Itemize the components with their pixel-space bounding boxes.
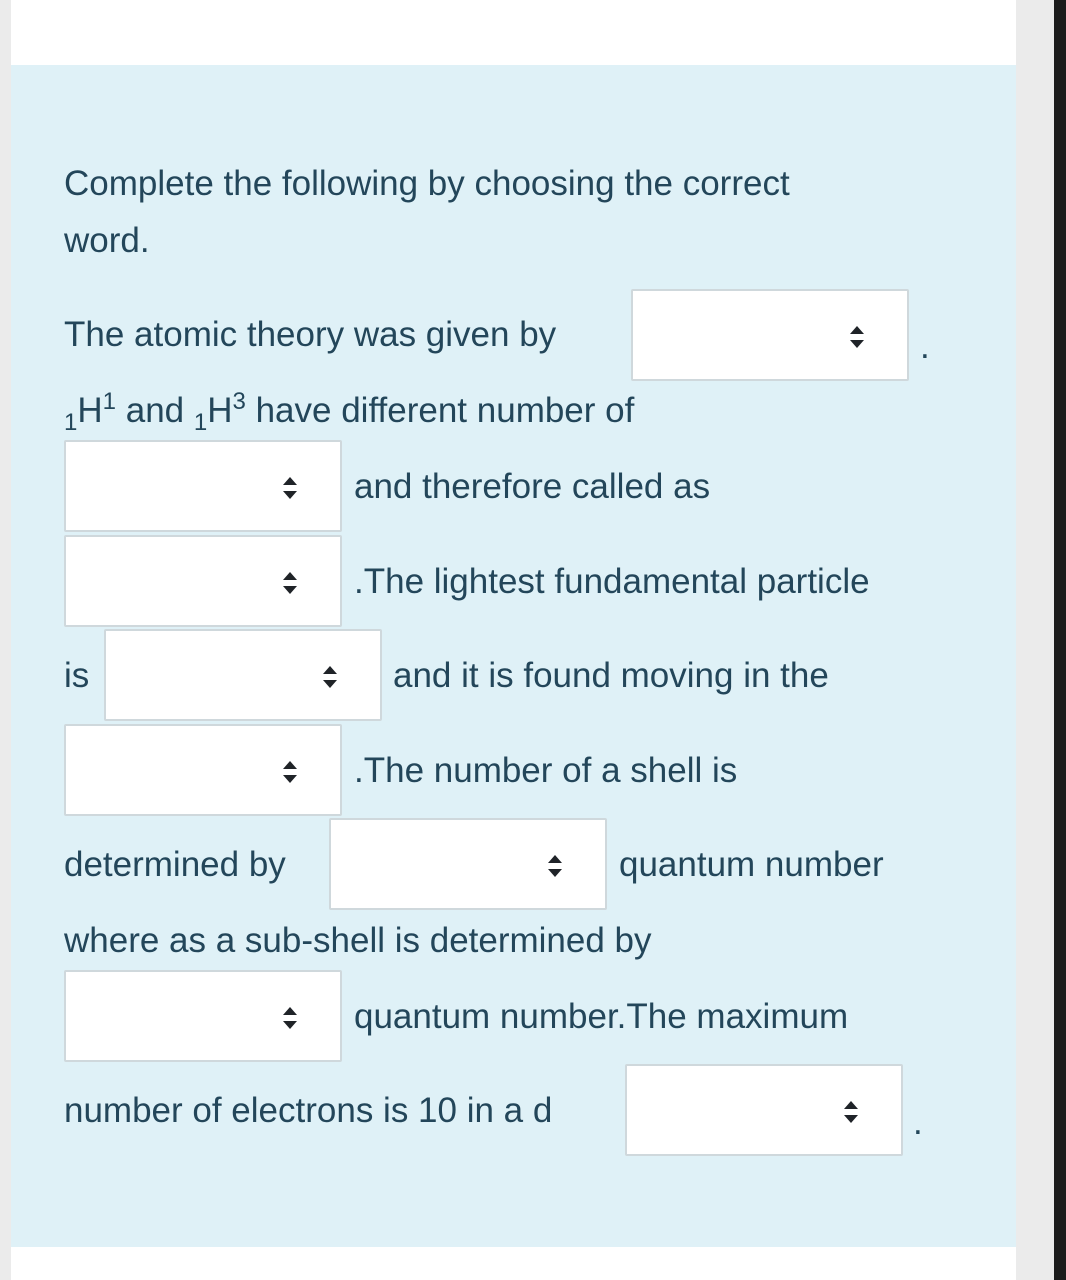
dropdown-blank-4[interactable]: [104, 629, 382, 721]
up-down-chevron-icon: [547, 850, 563, 882]
text-segment-9: quantum number: [619, 845, 884, 884]
text-segment-10: where as a sub-shell is determined by: [64, 921, 652, 960]
text-segment-11: quantum number.The maximum: [354, 997, 849, 1036]
dropdown-blank-6[interactable]: [329, 818, 607, 910]
right-gutter: [1016, 0, 1054, 1280]
text-segment-2: [64, 388, 635, 436]
up-down-chevron-icon: [282, 1002, 298, 1034]
text-segment-3: and therefore called as: [354, 467, 711, 506]
dropdown-blank-2[interactable]: [64, 440, 342, 532]
text-segment-6: and it is found moving in the: [393, 656, 829, 695]
text-segment-12: number of electrons is 10 in a d: [64, 1091, 553, 1130]
instruction-line-2: word.: [64, 221, 150, 260]
period: .: [920, 327, 930, 366]
instruction-line-1: Complete the following by choosing the correct: [64, 164, 790, 203]
text-segment-8: determined by: [64, 845, 286, 884]
text-segment-5: is: [64, 656, 90, 695]
up-down-chevron-icon: [322, 661, 338, 693]
text-segment-1: The atomic theory was given by: [64, 315, 557, 354]
text-and: and: [116, 391, 194, 430]
subscript: 1: [193, 409, 208, 436]
text-segment-4: .The lightest fundamental particle: [354, 562, 870, 601]
left-gutter: [0, 0, 11, 1280]
superscript: 1: [102, 388, 116, 415]
dropdown-blank-7[interactable]: [64, 970, 342, 1062]
screen-edge: [1054, 0, 1066, 1280]
up-down-chevron-icon: [849, 321, 865, 353]
text-segment-7: .The number of a shell is: [354, 751, 738, 790]
element-symbol: H: [77, 391, 103, 430]
element-symbol: H: [207, 391, 233, 430]
superscript: 3: [232, 388, 246, 415]
period: .: [913, 1103, 923, 1142]
subscript: 1: [64, 409, 78, 436]
dropdown-blank-5[interactable]: [64, 724, 342, 816]
up-down-chevron-icon: [843, 1096, 859, 1128]
up-down-chevron-icon: [282, 567, 298, 599]
dropdown-blank-3[interactable]: [64, 535, 342, 627]
up-down-chevron-icon: [282, 472, 298, 504]
text-have-different: have different number of: [245, 391, 635, 430]
dropdown-blank-8[interactable]: [625, 1064, 903, 1156]
dropdown-blank-1[interactable]: [631, 289, 909, 381]
up-down-chevron-icon: [282, 756, 298, 788]
